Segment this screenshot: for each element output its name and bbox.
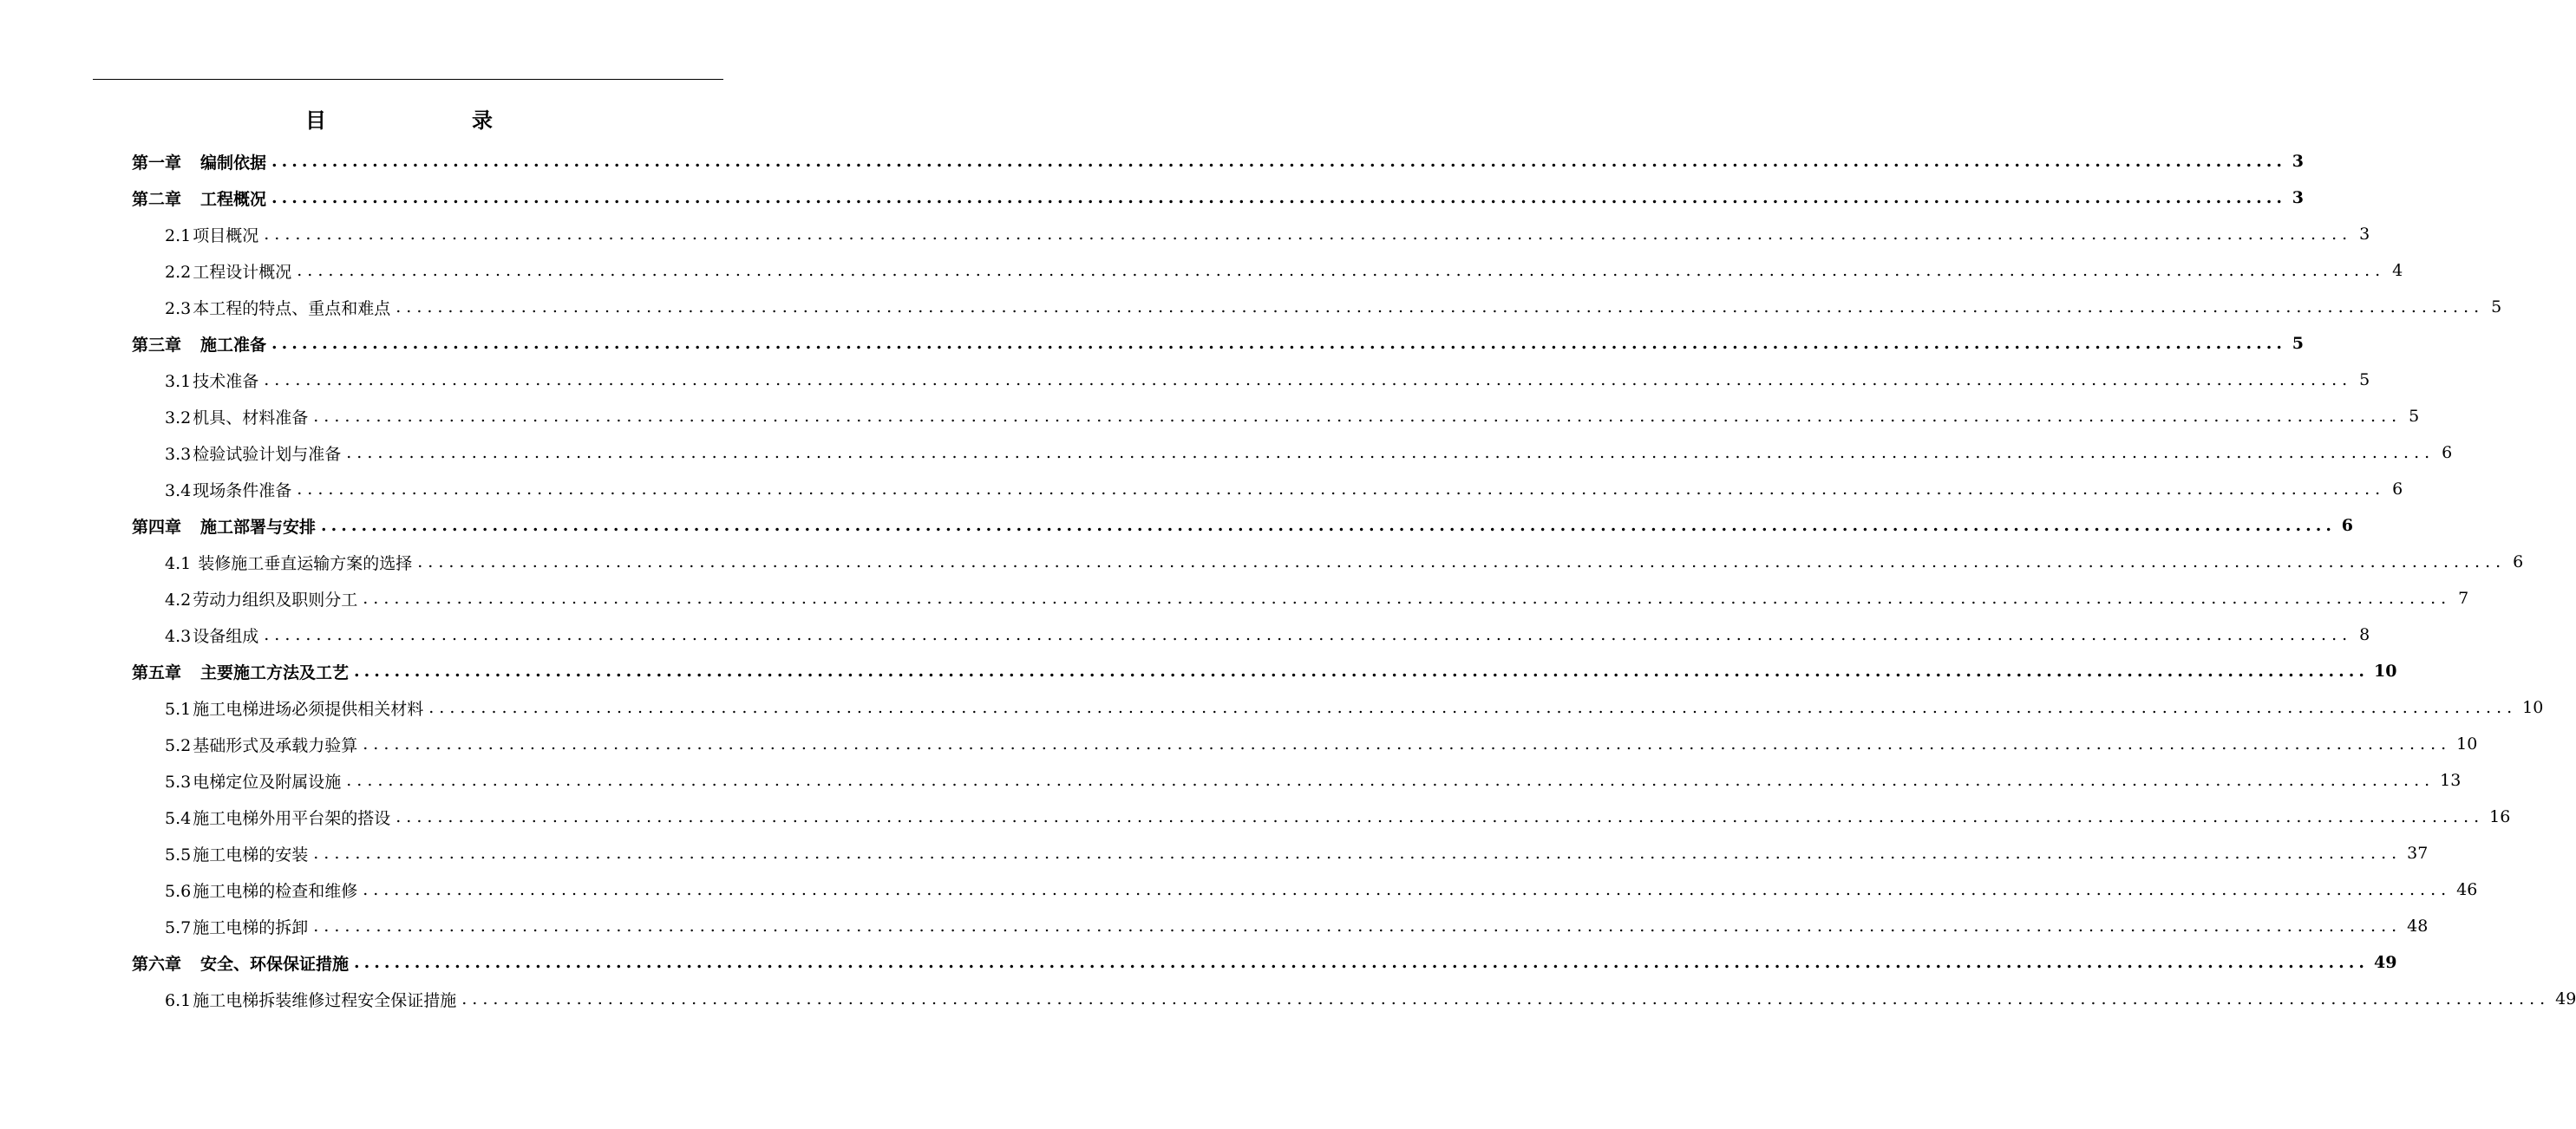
toc-section-entry[interactable] bbox=[0, 252, 2403, 289]
toc-section-entry[interactable] bbox=[0, 908, 2429, 944]
toc-section-entry[interactable] bbox=[0, 871, 2478, 908]
toc-entry-number: 2.2 bbox=[165, 262, 192, 282]
toc-section-entry[interactable] bbox=[0, 835, 2429, 871]
toc-chapter-entry[interactable] bbox=[0, 143, 2304, 179]
toc-entry-label bbox=[165, 441, 341, 465]
toc-entry-title: 施工部署与安排 bbox=[200, 517, 317, 537]
toc-title: 目 录 bbox=[305, 108, 527, 133]
toc-entry-title: 技术准备 bbox=[193, 371, 259, 391]
toc-dot-leader: ........................................................................................................................................................................................................ bbox=[313, 916, 2403, 936]
toc-page-number: 10 bbox=[2456, 734, 2478, 754]
toc-entry-number: 5.4 bbox=[165, 808, 192, 828]
toc-section-entry[interactable] bbox=[0, 617, 2370, 653]
toc-page-number: 5 bbox=[2491, 297, 2502, 317]
toc-entry-label bbox=[165, 405, 308, 428]
toc-entry-title: 施工电梯外用平台架的搭设 bbox=[193, 808, 391, 828]
toc-page-number: 13 bbox=[2440, 771, 2462, 790]
toc-dot-leader: ........................................................................................................................................................................................................ bbox=[396, 806, 2485, 826]
toc-dot-leader: ........................................................................................................................................................................................................ bbox=[363, 879, 2452, 899]
toc-section-entry[interactable] bbox=[0, 471, 2403, 507]
toc-entry-label bbox=[165, 369, 258, 392]
toc-dot-leader: ........................................................................................................................................................................................................ bbox=[417, 551, 2507, 571]
toc-entry-title: 施工电梯的安装 bbox=[193, 845, 309, 865]
toc-entry-title: 装修施工垂直运输方案的选择 bbox=[193, 553, 413, 573]
toc-entry-title: 主要施工方法及工艺 bbox=[200, 662, 350, 682]
toc-section-entry[interactable] bbox=[0, 762, 2462, 799]
toc-page-number: 10 bbox=[2373, 662, 2397, 681]
toc-page-number: 3 bbox=[2292, 188, 2304, 207]
toc-page-number: 3 bbox=[2359, 225, 2370, 244]
toc-entry-label bbox=[132, 150, 266, 173]
toc-page-number: 16 bbox=[2489, 807, 2511, 826]
toc-entry-title: 基础形式及承载力验算 bbox=[193, 735, 358, 755]
toc-entry-label bbox=[165, 806, 390, 829]
toc-entry-label bbox=[165, 696, 423, 720]
toc-dot-leader: ........................................................................................................................................................................................................ bbox=[363, 588, 2452, 608]
toc-page-number: 49 bbox=[2555, 989, 2576, 1008]
toc-page-number: 6 bbox=[2392, 480, 2403, 499]
toc-entry-number: 3.4 bbox=[165, 480, 192, 500]
toc-entry-number: 第六章 bbox=[132, 954, 182, 974]
toc-entry-label bbox=[132, 660, 349, 683]
toc-entry-label bbox=[165, 587, 357, 610]
toc-dot-leader: ........................................................................................................................................................................................................ bbox=[313, 406, 2403, 426]
toc-entry-number: 第四章 bbox=[132, 517, 182, 537]
toc-section-entry[interactable] bbox=[0, 799, 2511, 835]
toc-page-number: 5 bbox=[2409, 407, 2420, 426]
toc-dot-leader: ........................................................................................................................................................................................................ bbox=[354, 661, 2369, 681]
toc-entry-title: 劳动力组织及职则分工 bbox=[193, 590, 358, 610]
toc-entry-label bbox=[165, 878, 357, 902]
toc-entry-title: 现场条件准备 bbox=[193, 480, 292, 500]
toc-page-number: 46 bbox=[2456, 880, 2478, 899]
toc-chapter-entry[interactable] bbox=[0, 325, 2304, 362]
toc-dot-leader: ........................................................................................................................................................................................................ bbox=[321, 515, 2336, 535]
toc-chapter-entry[interactable] bbox=[0, 653, 2397, 689]
toc-entry-label bbox=[165, 259, 291, 283]
toc-entry-number: 3.2 bbox=[165, 408, 192, 427]
toc-page-number: 48 bbox=[2407, 917, 2429, 936]
toc-dot-leader: ........................................................................................................................................................................................................ bbox=[346, 442, 2435, 462]
toc-entry-title: 电梯定位及附属设施 bbox=[193, 772, 342, 792]
toc-page-number: 49 bbox=[2373, 953, 2397, 972]
toc-section-entry[interactable] bbox=[0, 726, 2478, 762]
toc-dot-leader: ........................................................................................................................................................................................................ bbox=[297, 260, 2386, 280]
table-of-contents bbox=[0, 143, 2576, 1017]
toc-dot-leader: ........................................................................................................................................................................................................ bbox=[297, 479, 2386, 499]
toc-entry-label bbox=[132, 951, 349, 975]
toc-page-number: 8 bbox=[2359, 625, 2370, 644]
toc-page-number: 6 bbox=[2341, 516, 2353, 535]
toc-entry-label bbox=[165, 223, 258, 246]
toc-entry-number: 3.3 bbox=[165, 444, 192, 464]
toc-entry-title: 施工电梯进场必须提供相关材料 bbox=[193, 699, 424, 719]
toc-entry-title: 编制依据 bbox=[200, 153, 267, 173]
toc-page-number: 3 bbox=[2292, 152, 2304, 171]
toc-entry-title: 施工电梯拆装维修过程安全保证措施 bbox=[193, 990, 457, 1010]
toc-section-entry[interactable] bbox=[0, 362, 2370, 398]
toc-entry-label bbox=[132, 186, 266, 210]
toc-dot-leader: ........................................................................................................................................................................................................ bbox=[428, 697, 2518, 717]
toc-entry-number: 5.2 bbox=[165, 735, 192, 755]
toc-entry-title: 施工电梯的拆卸 bbox=[193, 917, 309, 937]
toc-dot-leader: ........................................................................................................................................................................................................ bbox=[461, 989, 2551, 1008]
toc-entry-number: 5.3 bbox=[165, 772, 192, 792]
toc-entry-number: 5.7 bbox=[165, 917, 192, 937]
toc-entry-number: 5.1 bbox=[165, 699, 192, 719]
toc-entry-number: 第五章 bbox=[132, 662, 182, 682]
toc-entry-number: 4.1 bbox=[165, 553, 192, 573]
toc-entry-number: 2.3 bbox=[165, 298, 192, 318]
toc-page-number: 5 bbox=[2292, 334, 2304, 353]
toc-section-entry[interactable] bbox=[0, 216, 2370, 252]
toc-entry-title: 安全、环保保证措施 bbox=[200, 954, 350, 974]
toc-dot-leader: ........................................................................................................................................................................................................ bbox=[264, 624, 2353, 644]
toc-entry-label bbox=[165, 296, 390, 319]
toc-entry-label bbox=[132, 514, 316, 538]
toc-section-entry[interactable] bbox=[0, 544, 2524, 580]
toc-dot-leader: ........................................................................................................................................................................................................ bbox=[354, 952, 2369, 972]
toc-entry-label bbox=[165, 551, 412, 574]
toc-entry-number: 第三章 bbox=[132, 335, 182, 355]
toc-section-entry[interactable] bbox=[0, 289, 2502, 325]
toc-entry-label bbox=[165, 623, 258, 647]
toc-dot-leader: ........................................................................................................................................................................................................ bbox=[264, 224, 2353, 244]
toc-entry-number: 5.5 bbox=[165, 845, 192, 865]
toc-entry-label bbox=[165, 988, 456, 1011]
toc-page-number: 37 bbox=[2407, 844, 2429, 863]
toc-page-number: 5 bbox=[2359, 370, 2370, 389]
toc-dot-leader: ........................................................................................................................................................................................................ bbox=[264, 369, 2353, 389]
toc-dot-leader: ........................................................................................................................................................................................................ bbox=[396, 297, 2485, 317]
toc-page-number: 10 bbox=[2522, 698, 2544, 717]
toc-section-entry[interactable] bbox=[0, 580, 2469, 617]
toc-chapter-entry[interactable] bbox=[0, 944, 2397, 981]
toc-section-entry[interactable] bbox=[0, 434, 2453, 471]
toc-dot-leader: ........................................................................................................................................................................................................ bbox=[363, 734, 2452, 754]
toc-entry-number: 4.3 bbox=[165, 626, 192, 646]
toc-entry-label bbox=[165, 915, 308, 938]
toc-entry-title: 机具、材料准备 bbox=[193, 408, 309, 427]
toc-entry-label bbox=[165, 769, 341, 793]
toc-entry-label bbox=[165, 733, 357, 756]
toc-chapter-entry[interactable] bbox=[0, 507, 2353, 544]
toc-entry-title: 检验试验计划与准备 bbox=[193, 444, 342, 464]
toc-entry-title: 项目概况 bbox=[193, 225, 259, 245]
toc-chapter-entry[interactable] bbox=[0, 179, 2304, 216]
toc-entry-title: 施工电梯的检查和维修 bbox=[193, 881, 358, 901]
toc-entry-title: 工程设计概况 bbox=[193, 262, 292, 282]
toc-section-entry[interactable] bbox=[0, 398, 2420, 434]
toc-dot-leader: ........................................................................................................................................................................................................ bbox=[346, 770, 2435, 790]
toc-section-entry[interactable] bbox=[0, 981, 2576, 1017]
toc-dot-leader: ........................................................................................................................................................................................................ bbox=[271, 333, 2286, 353]
toc-dot-leader: ........................................................................................................................................................................................................ bbox=[271, 187, 2286, 207]
toc-entry-number: 4.2 bbox=[165, 590, 192, 610]
toc-entry-number: 5.6 bbox=[165, 881, 192, 901]
toc-page-number: 6 bbox=[2513, 552, 2524, 571]
toc-page-number: 6 bbox=[2442, 443, 2453, 462]
toc-dot-leader: ........................................................................................................................................................................................................ bbox=[271, 151, 2286, 171]
toc-page-number: 7 bbox=[2458, 589, 2469, 608]
toc-entry-title: 设备组成 bbox=[193, 626, 259, 646]
toc-entry-label bbox=[132, 332, 266, 356]
toc-entry-number: 2.1 bbox=[165, 225, 192, 245]
toc-entry-title: 工程概况 bbox=[200, 189, 267, 209]
toc-entry-number: 第二章 bbox=[132, 189, 182, 209]
toc-entry-number: 第一章 bbox=[132, 153, 182, 173]
header-rule bbox=[93, 79, 723, 80]
toc-entry-title: 本工程的特点、重点和难点 bbox=[193, 298, 391, 318]
toc-entry-label bbox=[165, 478, 291, 501]
toc-entry-title: 施工准备 bbox=[200, 335, 267, 355]
toc-section-entry[interactable] bbox=[0, 689, 2544, 726]
toc-entry-number: 3.1 bbox=[165, 371, 192, 391]
toc-entry-label bbox=[165, 842, 308, 865]
toc-page-number: 4 bbox=[2392, 261, 2403, 280]
toc-dot-leader: ........................................................................................................................................................................................................ bbox=[313, 843, 2403, 863]
toc-entry-number: 6.1 bbox=[165, 990, 192, 1010]
